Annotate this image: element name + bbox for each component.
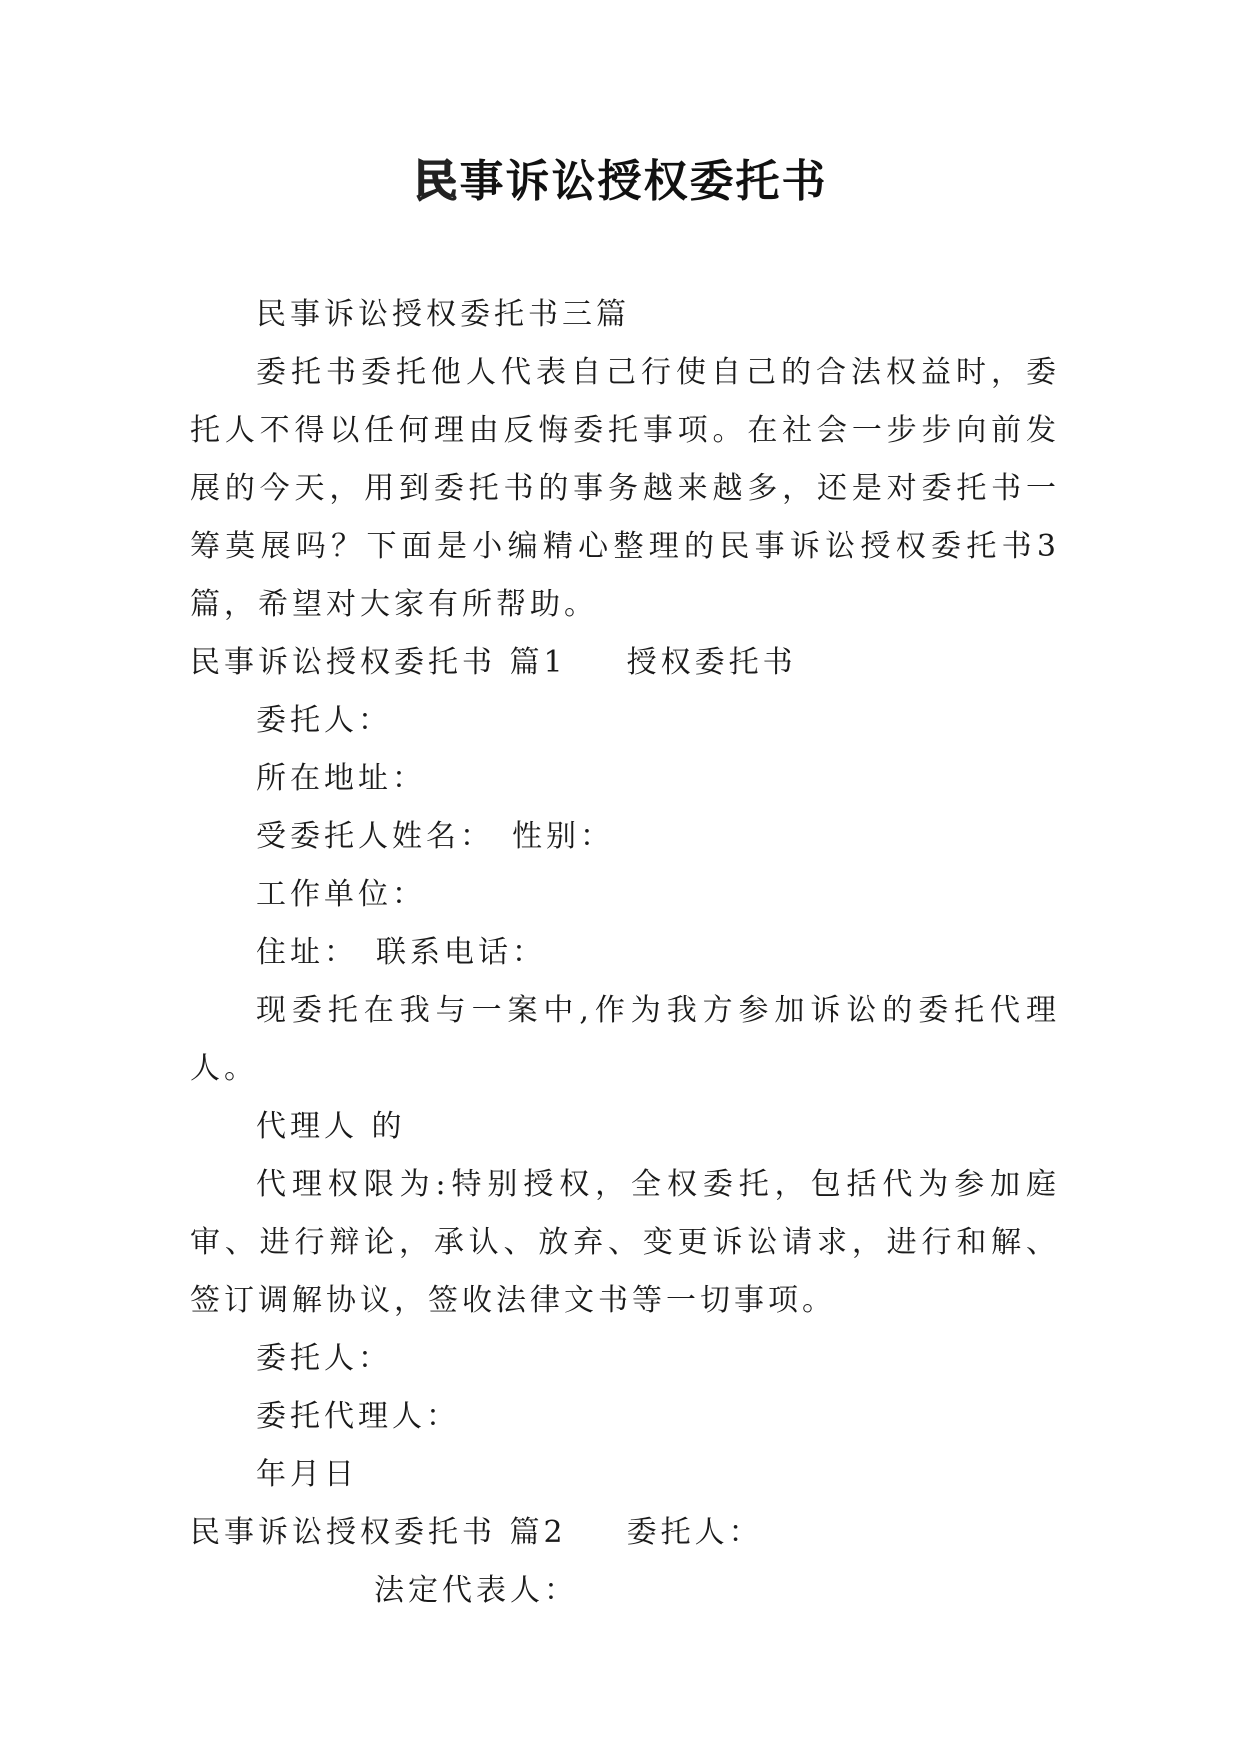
residence-line xyxy=(190,924,1060,982)
section1-heading-line xyxy=(190,634,1060,692)
section2-heading-line xyxy=(190,1504,1060,1562)
section1-title: 授权委托书 xyxy=(626,645,797,680)
legal-rep-line: 法定代表人： xyxy=(374,1573,578,1608)
phone-label: 联系电话： xyxy=(376,935,546,970)
agent-of-line: 代理人 的 xyxy=(256,1109,406,1144)
authority-paragraph: 代理权限为:特别授权，全权委托，包括代为参加庭审、进行辩论，承认、放弃、变更诉讼请求，进行和解、签订调解协议，签收法律文书等一切事项。 xyxy=(190,1167,1060,1318)
section2-client: 委托人： xyxy=(626,1515,763,1550)
document-body xyxy=(190,286,1060,1620)
workplace-line: 工作单位： xyxy=(256,877,426,912)
sign-agent-line: 委托代理人： xyxy=(256,1399,460,1434)
client-line: 委托人： xyxy=(256,703,392,738)
subtitle-paragraph: 民事诉讼授权委托书三篇 xyxy=(256,297,630,332)
entrust-statement: 现委托在我与一案中,作为我方参加诉讼的委托代理人。 xyxy=(190,993,1060,1086)
agent-name-label: 受委托人姓名： xyxy=(256,819,494,854)
residence-label: 住址： xyxy=(256,935,358,970)
gender-label: 性别： xyxy=(512,819,614,854)
section1-heading: 民事诉讼授权委托书 篇1 xyxy=(190,645,567,680)
address-line: 所在地址： xyxy=(256,761,426,796)
date-line: 年月日 xyxy=(256,1457,358,1492)
document-title xyxy=(0,152,1241,212)
title-rest: 事诉讼授权委托书 xyxy=(459,156,828,207)
title-first-char: 民 xyxy=(413,156,460,207)
sign-client-line: 委托人： xyxy=(256,1341,392,1376)
agent-name-line xyxy=(190,808,1060,866)
section2-heading: 民事诉讼授权委托书 篇2 xyxy=(190,1515,567,1550)
intro-paragraph: 委托书委托他人代表自己行使自己的合法权益时，委托人不得以任何理由反悔委托事项。在社会一步步向前发展的今天，用到委托书的事务越来越多，还是对委托书一筹莫展吗？下面是小编精心整理的民事诉讼授权委托书3篇，希望对大家有所帮助。 xyxy=(190,355,1060,622)
